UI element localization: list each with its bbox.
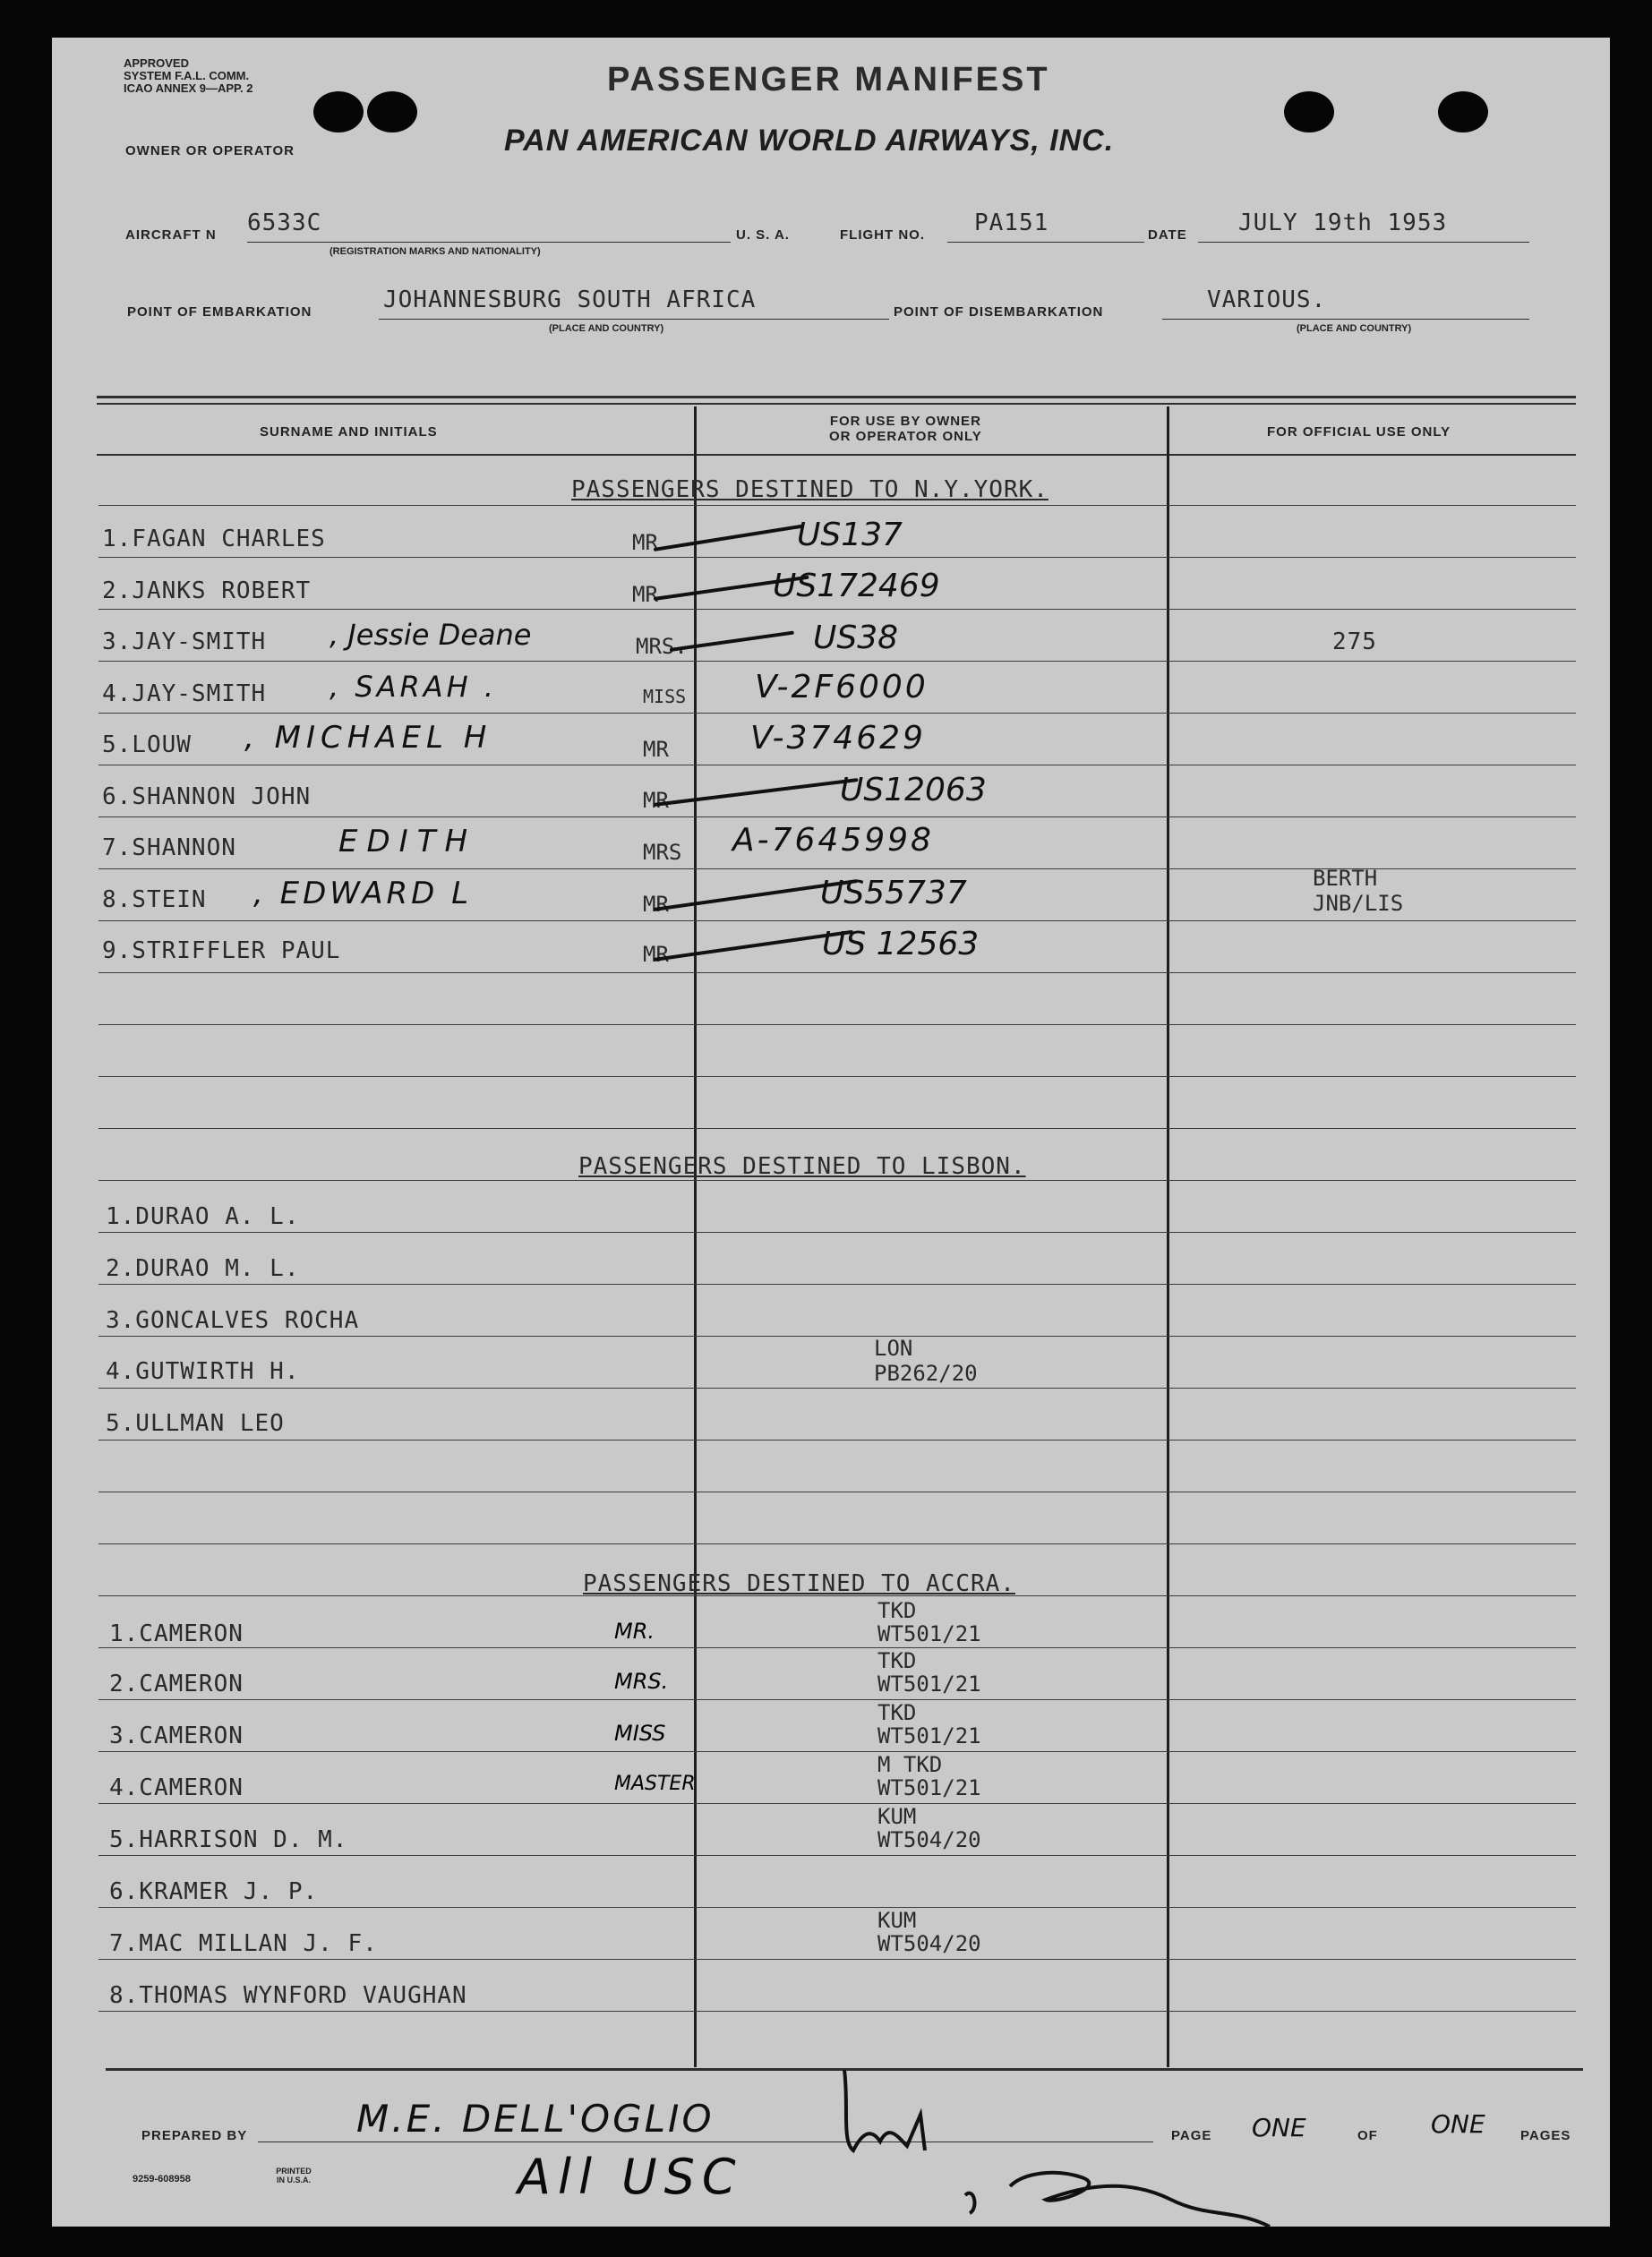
passenger-name: 2.CAMERON (109, 1671, 244, 1697)
passenger-title: MR (643, 942, 669, 967)
operator-label: OWNER OR OPERATOR (125, 143, 295, 158)
passenger-name: 3.JAY-SMITH (102, 628, 267, 655)
passenger-reference: US137 (797, 517, 903, 553)
form-number: 9259-608958 (133, 2174, 191, 2184)
passenger-title: MR (643, 788, 669, 813)
passenger-name: 2.DURAO M. L. (106, 1255, 300, 1282)
flight-value: PA151 (974, 209, 1049, 236)
passenger-reference: TKD WT501/21 (877, 1648, 981, 1697)
ruled-line (98, 1543, 1576, 1544)
ruled-line (98, 1232, 1576, 1233)
nationality: U. S. A. (736, 227, 790, 243)
passenger-name: 8.THOMAS WYNFORD VAUGHAN (109, 1982, 467, 2009)
section-heading-accra: PASSENGERS DESTINED TO ACCRA. (583, 1570, 1015, 1597)
passenger-title: MRS (643, 840, 682, 865)
passenger-name: 2.JANKS ROBERT (102, 577, 312, 604)
column-header-surname: SURNAME AND INITIALS (260, 424, 438, 440)
ruled-line (98, 1388, 1576, 1389)
passenger-title: MR (643, 892, 669, 917)
passenger-reference: M TKD WT501/21 (877, 1752, 981, 1800)
ruled-line (98, 920, 1576, 921)
punch-hole (313, 91, 364, 133)
section-heading-new-york: PASSENGERS DESTINED TO N.Y.YORK. (571, 476, 1049, 503)
passenger-reference: KUM WT504/20 (877, 1908, 981, 1956)
passenger-title: MR (632, 530, 658, 555)
header-line: OR OPERATOR ONLY (829, 429, 982, 444)
passenger-name: 6.KRAMER J. P. (109, 1878, 319, 1905)
ruled-line (98, 1855, 1576, 1856)
ruled-line (98, 1647, 1576, 1648)
passenger-reference: US 12563 (822, 926, 980, 962)
operator-name: PAN AMERICAN WORLD AIRWAYS, INC. (504, 124, 1115, 158)
registration-note: (REGISTRATION MARKS AND NATIONALITY) (330, 246, 541, 257)
approval-note (124, 57, 253, 95)
ruled-line (98, 1076, 1576, 1077)
passenger-name: 8.STEIN (102, 886, 207, 913)
embarkation-label: POINT OF EMBARKATION (127, 304, 312, 320)
passenger-name: 4.CAMERON (109, 1774, 244, 1801)
ruled-line (98, 1803, 1576, 1804)
disembarkation-value: VARIOUS. (1207, 286, 1327, 313)
ruled-line (98, 1284, 1576, 1285)
of-label: OF (1357, 2128, 1378, 2143)
date-label: DATE (1148, 227, 1187, 243)
signature-scribble (786, 2052, 1297, 2231)
passenger-reference: V-374629 (750, 720, 926, 757)
aircraft-value: 6533C (247, 209, 322, 236)
place-country-note: (PLACE AND COUNTRY) (1297, 323, 1412, 334)
passenger-title: MISS (614, 1721, 666, 1746)
pen-stroke (654, 524, 805, 551)
passenger-reference: US172469 (773, 568, 940, 604)
handwritten-note: All USC (518, 2149, 743, 2205)
passenger-handwritten-name: , EDWARD L (253, 876, 473, 911)
passenger-name: 1.FAGAN CHARLES (102, 526, 326, 552)
prepared-by-value: M.E. DELL'OGLIO (356, 2097, 715, 2141)
disembarkation-label: POINT OF DISEMBARKATION (894, 304, 1104, 320)
passenger-name: 5.HARRISON D. M. (109, 1826, 348, 1853)
passenger-name: 7.MAC MILLAN J. F. (109, 1930, 378, 1957)
passenger-title: MISS (643, 686, 687, 707)
approval-line: SYSTEM F.A.L. COMM. (124, 69, 250, 82)
passenger-name: 4.GUTWIRTH H. (106, 1358, 300, 1385)
ruled-line (98, 1440, 1576, 1441)
passenger-reference: LON PB262/20 (874, 1336, 978, 1386)
printed-note: PRINTED IN U.S.A. (276, 2167, 312, 2184)
ruled-line (98, 1959, 1576, 1960)
ruled-line (98, 661, 1576, 662)
punch-hole (1284, 91, 1334, 133)
passenger-name: 4.JAY-SMITH (102, 680, 267, 707)
passenger-handwritten-name: , MICHAEL H (244, 720, 492, 756)
passenger-reference: TKD WT501/21 (877, 1598, 981, 1646)
column-header-owner-use (829, 414, 982, 444)
passenger-reference: US55737 (820, 875, 967, 911)
column-divider (694, 406, 697, 2067)
ruled-line (98, 1907, 1576, 1908)
passenger-title: MRS. (636, 634, 688, 659)
form-title: PASSENGER MANIFEST (607, 61, 1050, 98)
column-divider (1167, 406, 1169, 2067)
ruled-line (98, 1751, 1576, 1752)
approval-line: APPROVED (124, 56, 189, 70)
ruled-line (98, 1024, 1576, 1025)
manifest-sheet (52, 38, 1610, 2227)
passenger-title: MR. (614, 1619, 655, 1644)
pages-label: PAGES (1520, 2128, 1571, 2143)
page-value: ONE (1252, 2113, 1306, 2142)
ruled-line (98, 557, 1576, 558)
ruled-line (98, 816, 1576, 817)
prepared-by-label: PREPARED BY (141, 2128, 248, 2143)
passenger-title: MR (632, 582, 658, 607)
section-heading-lisbon: PASSENGERS DESTINED TO LISBON. (578, 1153, 1026, 1180)
aircraft-label: AIRCRAFT N (125, 227, 217, 243)
punch-hole (1438, 91, 1488, 133)
pen-stroke (654, 778, 859, 807)
passenger-reference: V-2F6000 (755, 669, 929, 705)
of-value: ONE (1431, 2109, 1485, 2139)
flight-label: FLIGHT NO. (840, 227, 925, 243)
embarkation-value: JOHANNESBURG SOUTH AFRICA (383, 286, 757, 313)
passenger-reference: US38 (813, 620, 899, 656)
passenger-name: 9.STRIFFLER PAUL (102, 937, 341, 964)
passenger-title: MASTER (614, 1773, 696, 1795)
ruled-line (98, 1699, 1576, 1700)
place-country-note: (PLACE AND COUNTRY) (549, 323, 664, 334)
page-label: PAGE (1171, 2128, 1212, 2143)
passenger-reference: A-7645998 (732, 822, 934, 859)
ruled-line (98, 1336, 1576, 1337)
passenger-name: 1.DURAO A. L. (106, 1203, 300, 1230)
ruled-line (98, 2011, 1576, 2012)
passenger-title: MR (643, 737, 669, 762)
passenger-name: 5.ULLMAN LEO (106, 1410, 285, 1437)
column-header-official: FOR OFFICIAL USE ONLY (1267, 424, 1451, 440)
passenger-handwritten-name: , SARAH . (330, 670, 498, 704)
ruled-line (98, 609, 1576, 610)
passenger-name: 5.LOUW (102, 731, 192, 758)
punch-hole (367, 91, 417, 133)
ruled-line (98, 713, 1576, 714)
passenger-handwritten-name: , Jessie Deane (330, 618, 532, 652)
passenger-reference: US12063 (840, 772, 987, 808)
ruled-line (98, 972, 1576, 973)
passenger-name: 3.GONCALVES ROCHA (106, 1307, 360, 1334)
passenger-name: 3.CAMERON (109, 1723, 244, 1749)
official-note: BERTH JNB/LIS (1313, 866, 1404, 916)
ruled-line (98, 1128, 1576, 1129)
passenger-reference: TKD WT501/21 (877, 1700, 981, 1748)
passenger-name: 6.SHANNON JOHN (102, 783, 312, 810)
header-line: FOR USE BY OWNER (829, 414, 981, 429)
ruled-line (98, 505, 1576, 506)
ruled-line (98, 1180, 1576, 1181)
official-note: 275 (1332, 628, 1377, 655)
pen-stroke (670, 631, 794, 652)
passenger-reference: KUM WT504/20 (877, 1804, 981, 1852)
passenger-title: MRS. (614, 1669, 669, 1694)
passenger-name: 7.SHANNON (102, 834, 236, 861)
date-value: JULY 19th 1953 (1238, 209, 1448, 236)
approval-line: ICAO ANNEX 9—APP. 2 (124, 81, 253, 95)
passenger-handwritten-name: EDITH (338, 824, 477, 859)
passenger-name: 1.CAMERON (109, 1620, 244, 1647)
